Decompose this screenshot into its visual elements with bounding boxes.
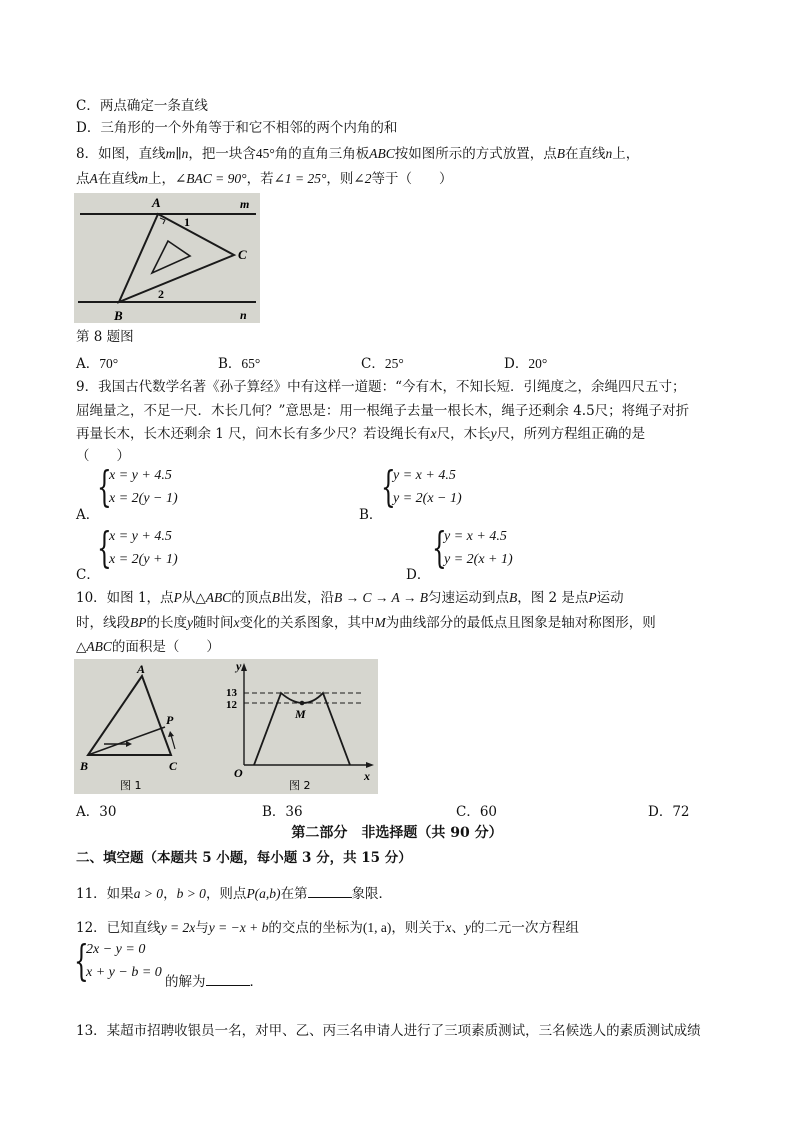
math: (1, a) [362, 920, 392, 935]
math: x [233, 615, 240, 630]
text: 、 [451, 920, 465, 936]
q10-option-b: B．36 [262, 804, 303, 820]
math: B [508, 590, 518, 605]
q10-line2 [76, 613, 656, 633]
section-fill-in-title: 二、填空题（本题共 5 小题，每小题 3 分，共 15 分） [76, 850, 412, 866]
opt-letter: C． [361, 356, 385, 372]
answer-blank[interactable] [308, 883, 352, 898]
label-angle-1: 1 [184, 215, 190, 229]
q9-option-b-system [381, 462, 501, 512]
math: n [605, 146, 613, 161]
text: 的交点的坐标为 [268, 920, 363, 936]
math: x [430, 426, 437, 441]
text: 随时间 [193, 615, 234, 631]
q9-option-d-system [432, 523, 552, 573]
text: 按如图所示的方式放置，点 [394, 146, 557, 162]
q10-line1 [76, 588, 624, 608]
equation: y = 2(x + 1) [444, 552, 513, 567]
figure-10-svg [74, 659, 378, 794]
math: ∠1 = 25° [273, 171, 327, 186]
equation: x = y + 4.5 [109, 468, 172, 483]
point-m [300, 701, 305, 706]
q8-option-b [218, 352, 260, 372]
math: B → C → A → B [333, 590, 428, 605]
math: P [173, 590, 182, 605]
q9-line2: 屈绳量之，不足一尺．木长几何？”意思是：用一根绳子去量一根长木，绳子还剩余 4.5尺；将绳子对折 [76, 403, 690, 419]
text: ，则关于 [391, 920, 446, 936]
math: m∥n [165, 146, 189, 161]
q9-option-a-system [97, 462, 217, 512]
text: 变化的关系图象，其中 [239, 615, 375, 631]
math: B [271, 590, 280, 605]
text: 的长度 [146, 615, 187, 631]
label-c: C [238, 247, 247, 262]
opt-value: 25° [384, 356, 404, 371]
text: 为曲线部分的最低点且图象是轴对称图形，则 [385, 615, 656, 631]
text: 从 [181, 590, 196, 606]
brace: { [97, 462, 112, 511]
figure-bg [74, 193, 260, 323]
brace: { [97, 523, 112, 572]
math: A [89, 171, 98, 186]
prev-option-c: C．两点确定一条直线 [76, 98, 208, 114]
text: ，若 [246, 171, 274, 187]
fig2-tick-13: 13 [226, 687, 237, 699]
text: 的面积是（ ） [111, 639, 220, 655]
fig2-label-m: M [295, 707, 306, 721]
math: y = 2x [160, 920, 196, 935]
text: ，则点 [205, 886, 247, 902]
opt-value: 70° [99, 356, 119, 371]
text: 时，线段 [76, 615, 130, 631]
math: a > 0 [133, 886, 164, 901]
equation: x + y − b = 0 [86, 965, 162, 980]
label-m: m [240, 197, 250, 211]
text: ，则 [326, 171, 354, 187]
math: x [445, 920, 452, 935]
math: △ABC [76, 639, 112, 654]
figure-bg [74, 659, 378, 794]
q8-option-a [76, 352, 118, 372]
q12-line2 [165, 970, 263, 990]
text: 在第 [280, 886, 308, 902]
text: 在直线 [565, 146, 606, 162]
text: 出发，沿 [279, 590, 334, 606]
opt-value: 20° [528, 356, 548, 371]
q11-line [76, 883, 392, 904]
text: 与 [195, 920, 209, 936]
brace: { [381, 462, 396, 511]
part-two-title: 第二部分 非选择题（共 90 分） [291, 825, 503, 841]
fig2-caption: 图 2 [289, 779, 311, 792]
fig2-tick-12: 12 [226, 699, 237, 711]
q8-option-d [504, 352, 547, 372]
fig1-label-b: B [80, 759, 89, 773]
opt-value: 65° [241, 356, 261, 371]
q8-option-c [361, 352, 404, 372]
q9-option-a-label: A． [76, 507, 100, 523]
math: y [490, 426, 497, 441]
text: 象限． [351, 886, 393, 902]
text: ． [249, 974, 263, 990]
math: y [464, 920, 471, 935]
text: 点 [76, 171, 90, 187]
q9-option-c-label: C． [76, 567, 100, 583]
label-angle-2: 2 [158, 287, 164, 301]
text: 12．已知直线 [76, 920, 161, 936]
fig1-label-a: A [137, 662, 146, 676]
figure-8-svg [74, 193, 260, 323]
q9-option-c-system [97, 523, 217, 573]
equation: x = y + 4.5 [109, 529, 172, 544]
q10-option-c: C．60 [456, 804, 498, 820]
equation: y = 2(x − 1) [393, 491, 462, 506]
equation: x = 2(y + 1) [109, 552, 178, 567]
prev-option-d: D．三角形的一个外角等于和它不相邻的两个内角的和 [76, 120, 398, 136]
text: 角的直角三角板 [274, 146, 370, 162]
q13-line1: 13．某超市招聘收银员一名，对甲、乙、丙三名申请人进行了三项素质测试，三名候选人的素质测试成绩 [76, 1023, 701, 1039]
text: 运动 [596, 590, 624, 606]
text: 11．如果 [76, 886, 134, 902]
fig2-label-y: y [236, 659, 242, 673]
math: 45° [255, 146, 275, 161]
fig2-label-x: x [364, 769, 370, 783]
text: 在直线 [97, 171, 139, 187]
q9-line4: （ ） [76, 448, 130, 464]
q8-line2 [76, 169, 452, 189]
answer-blank[interactable] [206, 971, 250, 986]
brace: { [74, 936, 89, 985]
q10-option-d: D．72 [648, 804, 690, 820]
text: 的解为 [165, 974, 206, 990]
fig1-caption: 图 1 [120, 779, 142, 792]
text: 的二元一次方程组 [470, 920, 579, 936]
q9-line3 [76, 424, 645, 444]
figure-10 [74, 659, 378, 794]
figure-8 [74, 193, 260, 323]
math: B [556, 146, 565, 161]
text: 10．如图 1，点 [76, 590, 174, 606]
text: 再量长木，长木还剩余 1 尺，问木长有多少尺？若设绳长有 [76, 426, 431, 442]
equation: 2x − y = 0 [86, 942, 146, 957]
text: 尺，所列方程组正确的是 [496, 426, 646, 442]
fig1-label-c: C [169, 759, 178, 773]
opt-letter: A． [76, 356, 100, 372]
brace: { [432, 523, 447, 572]
q12-system [74, 936, 174, 986]
q9-option-b-label: B． [359, 507, 383, 523]
q9-option-d-label: D． [406, 567, 431, 583]
text: 上， [612, 146, 640, 162]
math: M [374, 615, 386, 630]
text: 等于（ ） [371, 171, 453, 187]
math: b > 0 [176, 886, 206, 901]
label-a: A [152, 195, 161, 210]
text: ，把一块含 [188, 146, 256, 162]
q12-line1 [76, 918, 579, 938]
label-n: n [240, 308, 247, 322]
fig1-label-p: P [166, 713, 174, 727]
figure-8-caption: 第 8 题图 [76, 329, 134, 345]
text: 上， [148, 171, 175, 187]
math: ∠2 [353, 171, 372, 186]
math: y = −x + b [208, 920, 269, 935]
math: △ABC [195, 590, 232, 605]
opt-letter: B． [218, 356, 242, 372]
text: ，图 2 是点 [517, 590, 589, 606]
math: P(a,b) [246, 886, 281, 901]
math: ABC [369, 146, 395, 161]
math: ∠BAC = 90° [175, 171, 247, 186]
text: 8．如图，直线 [76, 146, 166, 162]
q10-option-a: A．30 [76, 804, 117, 820]
math: P [588, 590, 597, 605]
equation: y = x + 4.5 [444, 529, 507, 544]
text: 匀速运动到点 [427, 590, 509, 606]
text: 的顶点 [231, 590, 272, 606]
text: ， [163, 886, 177, 902]
math: BP [130, 615, 147, 630]
text: 尺，木长 [436, 426, 491, 442]
q10-line3 [76, 637, 220, 657]
q9-line1: 9．我国古代数学名著《孙子算经》中有这样一道题：“今有木，不知长短．引绳度之，余绳四尺五寸； [76, 379, 686, 395]
opt-letter: D． [504, 356, 529, 372]
math: y [187, 615, 193, 630]
fig2-label-o: O [234, 766, 243, 780]
equation: y = x + 4.5 [393, 468, 456, 483]
q8-line1 [76, 144, 639, 164]
math: m [138, 171, 148, 186]
label-b: B [114, 308, 123, 323]
equation: x = 2(y − 1) [109, 491, 178, 506]
